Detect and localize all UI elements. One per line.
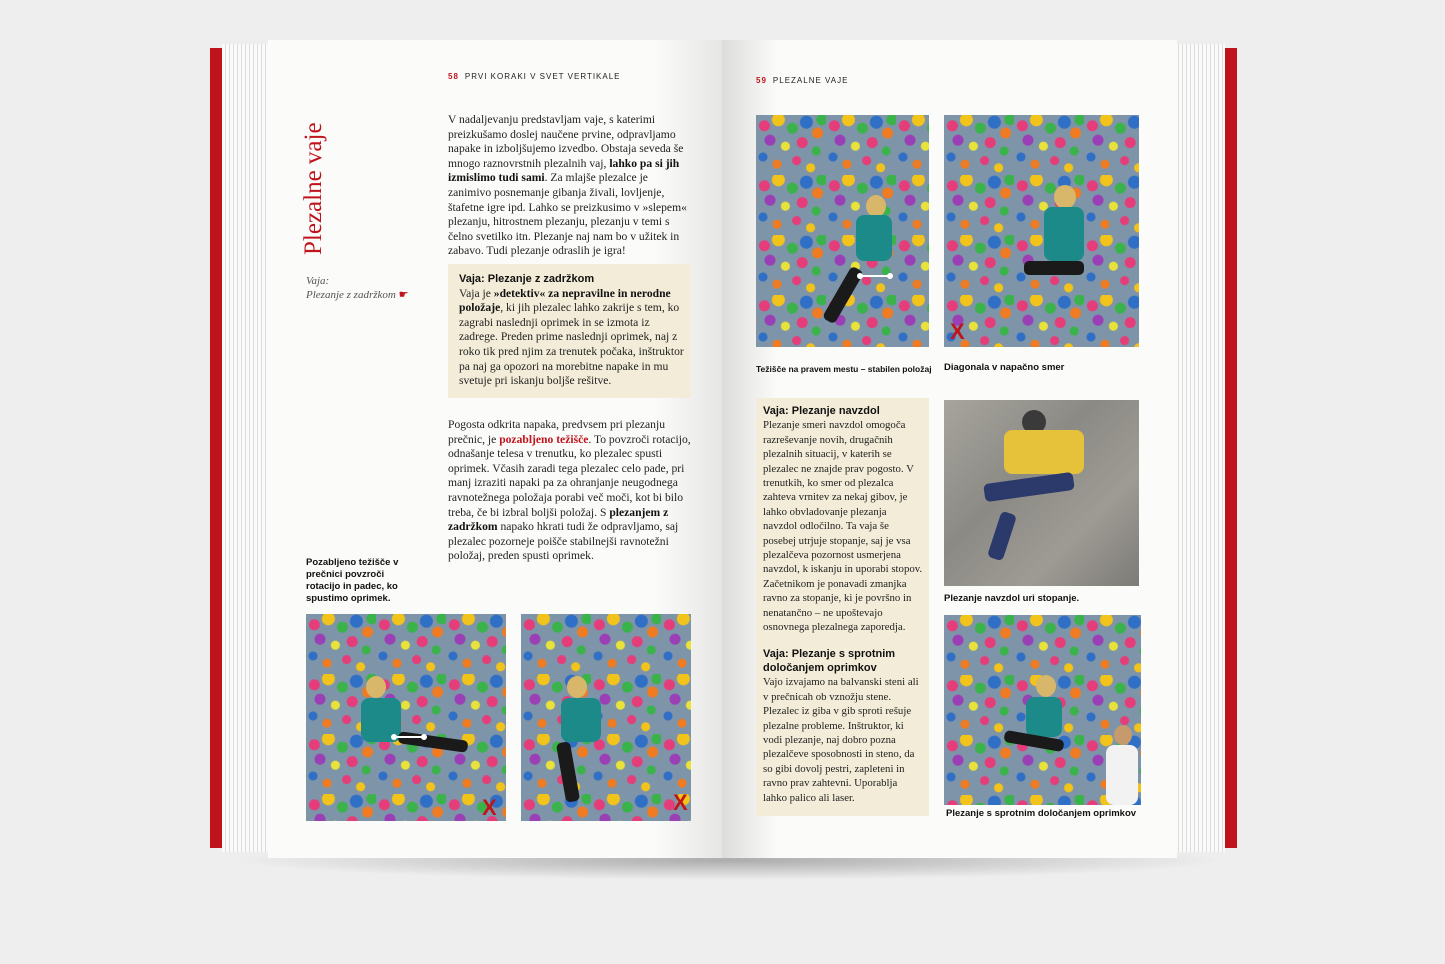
caption-route-setting: Plezanje s sprotnim določanjem oprimkov [946, 808, 1137, 819]
left-photo-caption: Pozabljeno težišče v prečnici povzroči rotacijo in padec, ko spustimo oprimek. [306, 557, 399, 604]
photo-stable-position [756, 115, 929, 347]
left-running-head-text: PRVI KORAKI V SVET VERTIKALE [464, 72, 621, 81]
caption-stable-position: Težišče na pravem mestu – stabilen položaj [756, 364, 932, 374]
photo-wrong-diagonal [944, 115, 1139, 347]
caption-downclimbing: Plezanje navzdol uri stopanje. [944, 593, 1080, 604]
exercise-box-left-title: Vaja: Plezanje z zadržkom [459, 273, 595, 285]
right-page-number: 59 [756, 76, 767, 85]
error-text-3: napako hkrati tudi že odpravljamo, saj plezalec pozorneje poišče stabilnejši ravnotežni položaj, preden spusti oprimek. [448, 520, 679, 563]
error-bold: plezanjem z zadržkom [448, 505, 669, 534]
exercise-box-right-text-2: Vajo izvajamo na balvanski steni ali v prečnicah ob vznožju stene. Plezalec iz giba v gib sproti rešuje plezalne probleme. Inštruktor, ki vodi plezanje, naj dobro pozna plezalčeve sposobnosti in steno, da so gibi dovolj pestri, zapleteni in ravno prav zahtevni. Uporablja lahko palico ali laser. [763, 676, 919, 804]
exercise-box-left-bold: »detektiv« za nepravilne in nerodne položaje [459, 286, 671, 315]
caption-wrong-diagonal: Diagonala v napačno smer [944, 362, 1065, 373]
side-label-line1: Vaja: [306, 275, 330, 287]
exercise-box-right-text-1: Plezanje smeri navzdol omogoča razreševanje novih, drugačnih plezalnih situacij, v katerih se plezalec ne znajde prav pogosto. V trenutkih, ko smer od plezalca zahteva vrnitev za nekaj gibov, je lahko obvladovanje plezanja navzdol odločilno. Ta vaja še posebej utrjuje stopanje, saj je vsa plezalčeva pozornost usmerjena navzdol, k iskanju in uporabi stopov. Začetnikom je ponavadi zmanjka ravno za stopanje, ki je površno in nenatančno – ne upoštevajo osnovnega plezalnega zaporedja. [763, 419, 923, 634]
photo-route-setting [944, 615, 1141, 805]
wrong-x-mark: X [950, 319, 965, 344]
left-page-number: 58 [448, 72, 459, 81]
side-label-line2: Plezanje z zadržkom [306, 289, 396, 301]
photo-climber-rotation-2 [521, 614, 691, 821]
intro-text-1: V nadaljevanju predstavljam vaje, s katerimi preizkušamo doslej naučene prvine, odpravljamo napake in izboljšujemo izvedbo. Obstaja seveda še mnogo raznovrstnih plezalnih vaj, [448, 113, 684, 170]
error-highlight: pozabljeno težišče [499, 432, 589, 446]
exercise-box-right-title-1: Vaja: Plezanje navzdol [763, 405, 880, 417]
error-paragraph [448, 418, 692, 564]
right-running-head [756, 76, 848, 85]
exercise-box-left-text-1: Vaja je [459, 286, 494, 300]
photo-downclimbing [944, 400, 1139, 586]
exercise-box-right-content [763, 404, 923, 805]
exercise-box-left-content [459, 272, 684, 389]
intro-paragraph [448, 113, 692, 259]
exercise-box-left-text-2: , ki jih plezalec lahko zakrije s tem, ko zagrabi naslednji oprimek in se izmota iz zadrege. Preden prime naslednji oprimek, naj z roko tik pred njim za trenutek počaka, inštruktor pa naj ga opozori na morebitne napake in mu svetuje pri iskanju boljše rešitve. [459, 301, 684, 388]
exercise-box-left [448, 264, 691, 398]
error-text-2: . To povzroči rotacijo, odnašanje telesa v trenutku, ko plezalec spusti oprimek. Včasih zaradi tega plezalec celo pade, pri manj izraziti napaki pa za ohranjanje neugodnega ravnotežnega položaja porabi več moči, kot bi bilo treba, če bi izbral boljši položaj. S [448, 432, 691, 519]
left-running-head [448, 72, 621, 81]
page-edges-right [1175, 44, 1225, 852]
chapter-title: Plezalne vaje [300, 122, 327, 255]
intro-bold: lahko pa si jih izmislimo tudi sami [448, 156, 680, 185]
side-label [306, 274, 408, 302]
book-cover-left [210, 48, 222, 848]
error-text-1: Pogosta odkrita napaka, predvsem pri plezanju prečnic, je [448, 418, 665, 446]
book-cover-right [1225, 48, 1237, 848]
center-of-gravity-marker [394, 736, 424, 738]
page-edges-left [222, 44, 270, 852]
photo-climber-rotation-1 [306, 614, 506, 821]
right-running-head-text: PLEZALNE VAJE [772, 76, 849, 85]
exercise-box-right [756, 398, 929, 816]
intro-text-2: . Za mlajše plezalce je zanimivo posnemanje gibanja živali, lovljenje, štafetne igre ipd. Lahko se preizkusimo v »slepem« plezanju, hitrostnem plezanju, plezanju v temi s čelno svetilko itn. Plezanje naj nam bo v užitek in zabavo. Tudi plezanje odraslih je igra! [448, 171, 687, 258]
exercise-box-right-title-2: Vaja: Plezanje s sprotnim določanjem oprimkov [763, 647, 896, 674]
pointing-hand-icon: ☛ [398, 289, 409, 301]
center-of-gravity-marker [860, 275, 890, 277]
wrong-x-mark: X [673, 790, 688, 815]
wrong-x-mark: X [482, 795, 497, 820]
